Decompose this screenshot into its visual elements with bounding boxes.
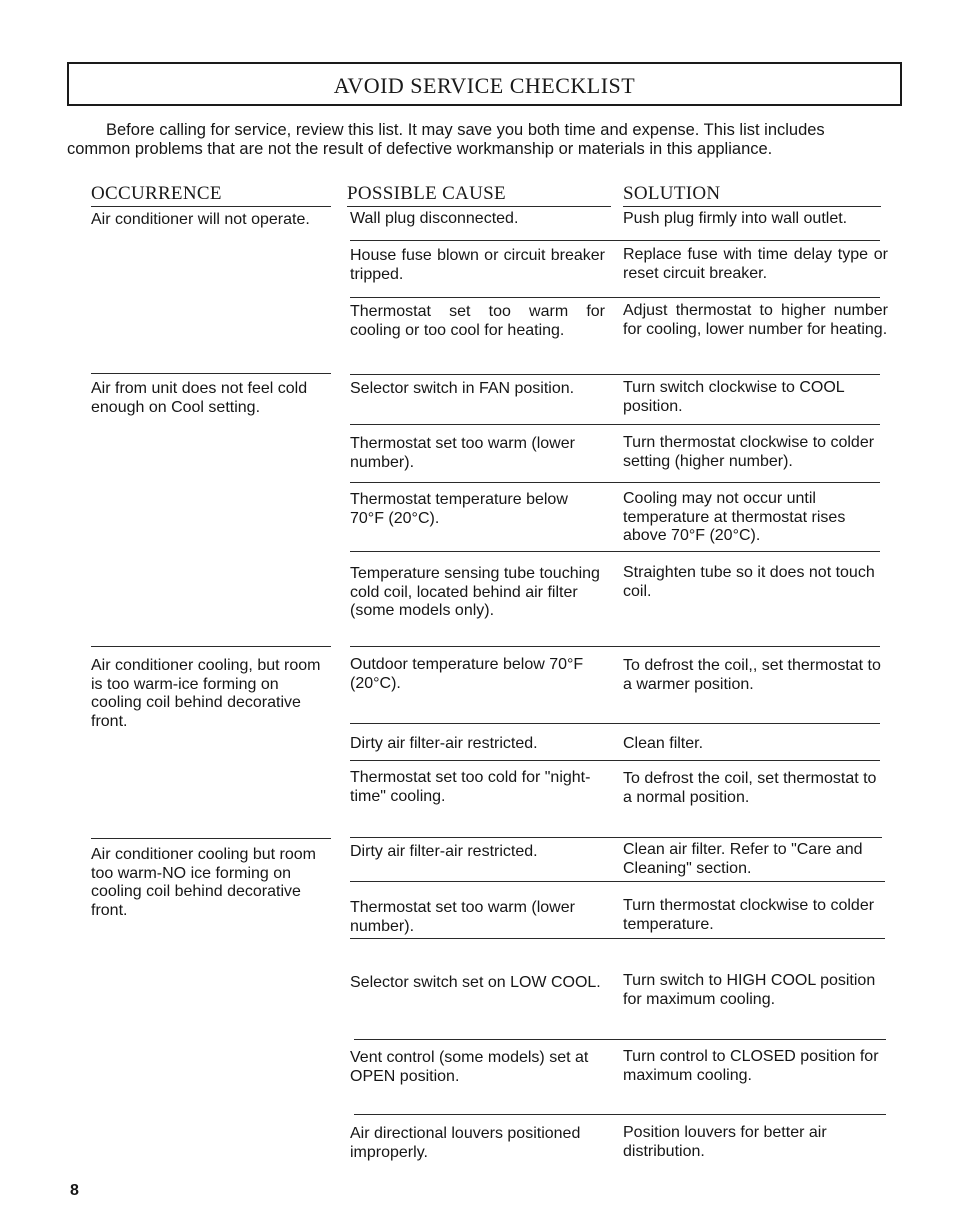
row-divider — [350, 760, 880, 761]
row-divider — [350, 938, 885, 939]
row-divider — [354, 1039, 886, 1040]
row-divider — [350, 240, 880, 241]
solution-cell: Turn switch to HIGH COOL position for maximum cooling. — [623, 972, 876, 1008]
cause-cell: Thermostat set too warm (lower number). — [350, 899, 575, 935]
solution-cell: To defrost the coil,, set thermostat to a warmer position. — [623, 657, 881, 693]
row-divider — [350, 374, 880, 375]
header-occurrence: OCCURRENCE — [91, 183, 222, 204]
solution-cell: Replace fuse with time delay type or reset circuit breaker. — [623, 246, 888, 282]
solution-cell: Clean air filter. Refer to "Care and Cleaning" section. — [623, 841, 863, 877]
row-divider — [350, 837, 882, 838]
intro-line-1: Before calling for service, review this list. It may save you both time and expense. This list includes — [106, 121, 825, 139]
group-divider — [91, 646, 331, 647]
solution-cell: Push plug firmly into wall outlet. — [623, 210, 848, 227]
solution-cell: Cooling may not occur until temperature at thermostat rises above 70°F (20°C). — [623, 490, 846, 544]
row-divider — [350, 646, 880, 647]
cause-cell: Vent control (some models) set at OPEN position. — [350, 1049, 589, 1085]
cause-cell: Thermostat temperature below 70°F (20°C). — [350, 491, 568, 527]
row-divider — [350, 482, 880, 483]
header-rule-occurrence — [91, 206, 331, 207]
solution-cell: Straighten tube so it does not touch coil. — [623, 564, 875, 600]
header-possible-cause: POSSIBLE CAUSE — [347, 183, 506, 204]
cause-cell: House fuse blown or circuit breaker tripped. — [350, 247, 605, 283]
cause-cell: Thermostat set too warm for cooling or too cool for heating. — [350, 303, 605, 339]
row-divider — [354, 1114, 886, 1115]
cause-cell: Dirty air filter-air restricted. — [350, 735, 538, 752]
solution-cell: To defrost the coil, set thermostat to a normal position. — [623, 770, 877, 806]
cause-cell: Thermostat set too cold for "night-time" cooling. — [350, 769, 591, 805]
intro-line-2: common problems that are not the result of defective workmanship or materials in this appliance. — [67, 140, 773, 158]
group-divider — [91, 373, 331, 374]
solution-cell: Adjust thermostat to higher number for cooling, lower number for heating. — [623, 302, 888, 338]
page-number: 8 — [70, 1182, 79, 1199]
cause-cell: Selector switch in FAN position. — [350, 380, 575, 397]
solution-cell: Turn thermostat clockwise to colder temperature. — [623, 897, 875, 933]
cause-cell: Outdoor temperature below 70°F (20°C). — [350, 656, 584, 692]
header-rule-solution — [623, 206, 881, 207]
solution-cell: Turn thermostat clockwise to colder setting (higher number). — [623, 434, 875, 470]
cause-cell: Wall plug disconnected. — [350, 210, 519, 227]
header-solution: SOLUTION — [623, 183, 721, 204]
cause-cell: Temperature sensing tube touching cold coil, located behind air filter (some models only). — [350, 565, 600, 619]
solution-cell: Position louvers for better air distribution. — [623, 1124, 827, 1160]
header-rule-cause — [347, 206, 611, 207]
cause-cell: Dirty air filter-air restricted. — [350, 843, 538, 860]
solution-cell: Clean filter. — [623, 735, 704, 752]
occurrence-cell: Air from unit does not feel cold enough on Cool setting. — [91, 380, 308, 416]
intro-paragraph — [67, 121, 907, 159]
occurrence-cell: Air conditioner cooling, but room is too warm-ice forming on cooling coil behind decorative front. — [91, 657, 321, 730]
row-divider — [350, 551, 880, 552]
title-box — [67, 62, 902, 106]
row-divider — [350, 297, 880, 298]
row-divider — [350, 881, 885, 882]
group-divider — [91, 838, 331, 839]
occurrence-cell: Air conditioner cooling but room too warm-NO ice forming on cooling coil behind decorative front. — [91, 846, 317, 919]
cause-cell: Air directional louvers positioned improperly. — [350, 1125, 581, 1161]
occurrence-cell: Air conditioner will not operate. — [91, 211, 310, 228]
row-divider — [350, 723, 880, 724]
page-title: AVOID SERVICE CHECKLIST — [333, 73, 636, 98]
cause-cell: Selector switch set on LOW COOL. — [350, 974, 601, 991]
solution-cell: Turn control to CLOSED position for maximum cooling. — [623, 1048, 879, 1084]
cause-cell: Thermostat set too warm (lower number). — [350, 435, 575, 471]
solution-cell: Turn switch clockwise to COOL position. — [623, 379, 845, 415]
row-divider — [350, 424, 880, 425]
